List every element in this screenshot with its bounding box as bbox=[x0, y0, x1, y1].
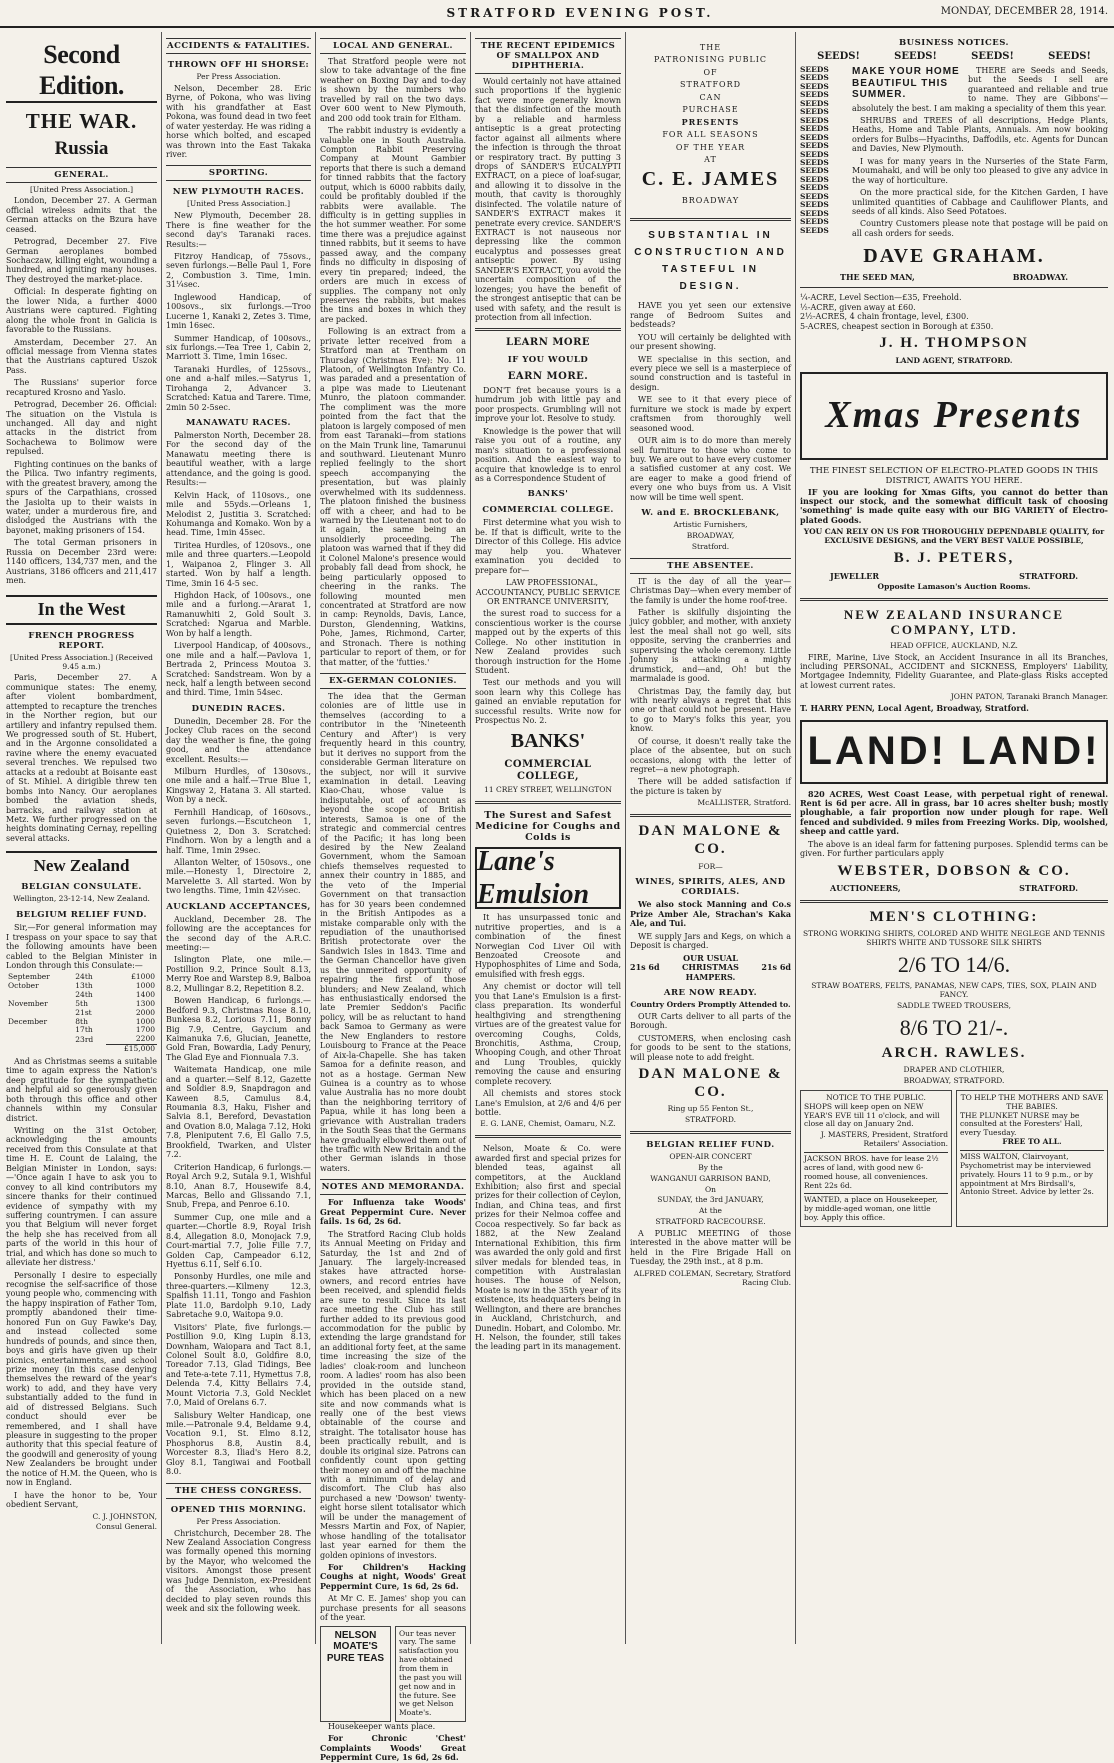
dan-malone-name-2: DAN MALONE & CO. bbox=[638, 1065, 783, 1100]
advert-paragraph: The above is an ideal farm for fattening purposes. Splendid terms can be given. For further particulars apply bbox=[800, 839, 1108, 859]
day-cell: 23rd bbox=[75, 1034, 94, 1044]
month-cell: December bbox=[8, 1016, 48, 1026]
signature-name: C. J. JOHNSTON, bbox=[92, 1511, 157, 1521]
amount-cell: 2000 bbox=[135, 1007, 155, 1017]
second-edition-heading: Second Edition. bbox=[6, 40, 157, 103]
table-row bbox=[6, 1026, 157, 1035]
commercial-college-heading: COMMERCIAL COLLEGE. bbox=[482, 505, 614, 516]
bottom-notices bbox=[800, 1090, 1108, 1227]
dan-ring: Ring up 55 Fenton St., bbox=[667, 1104, 754, 1114]
article-paragraph: Housekeeper wants place. bbox=[328, 1722, 436, 1732]
article-paragraph: London, December 27. A German official wireless admits that the German attacks on the Bzura have ceased. bbox=[6, 196, 157, 234]
make-home-headline: MAKE YOUR HOME BEAUTIFUL THIS SUMMER. bbox=[852, 65, 960, 101]
day-cell: 5th bbox=[75, 998, 88, 1008]
issue-date: MONDAY, DECEMBER 28, 1914. bbox=[940, 6, 1108, 17]
seeds-word: SEEDS bbox=[800, 217, 829, 227]
concert-line: By the bbox=[698, 1162, 723, 1172]
brocklebank-trade: Artistic Furnishers, bbox=[673, 520, 748, 530]
brocklebank-where: BROADWAY, bbox=[686, 531, 735, 541]
thrown-subheading: THROWN OFF HI SHORSE: bbox=[167, 60, 310, 71]
mens-shirts: STRONG WORKING SHIRTS, COLORED AND WHITE NEGLEGE AND TENNIS SHIRTS WHITE AND TUSSORE SILK SHIRTS bbox=[802, 929, 1106, 948]
article-paragraph: New Plymouth, December 28. There is fine weather for the second day's Taranaki races. Results:— bbox=[166, 211, 311, 249]
advert-paragraph: THERE are Seeds and Seeds, but the Seeds I sell are guaranteed and reliable and true to name. They are Gibbons'—absolutely the best. I am making a speciality of them this year. bbox=[852, 65, 1108, 113]
xmas-presents-banner: Xmas Presents bbox=[800, 372, 1108, 460]
article-paragraph: Personally I desire to especially recognise the self-sacrifice of those young people who, commencing with the happy inspiration of Father Tom, promptly abandoned their time-honored Fun on Guy Fawke's Day, and instead collected some hundreds of pounds, and since then, boys and girls have given up their picnics, entertainments, and school prize money (in this case denying themselves the reward of the year's work) to add, and they have very substantially added to the fund in aid of distressed Belgians. Such conduct should ever be remembered, and I shall have pleasure in suggesting to the proper authority that this special feature of the goodwill and generosity of young New Zealanders be brought under the notice of H.M. the Queen, who is now in England. bbox=[6, 1270, 157, 1488]
article-paragraph: The idea that the German colonies are of little use in themselves (according to a contributor in the 'Nineteenth Century and After') is very frequently heard in this country, but it derives no support from the considerable German literature on the subject, nor will it survive examination in detail. Leaving Kiao-Chau, whose value is indisputable, out of account as beyond the scope of British interests, Samoa is one of the strategic and commercial centres of the Pacific; it has long been desired by the New Zealand Government, whom the Samoan chiefs themselves requested to annex their country in 1885, and the veto of the Imperial Government on that transaction has for 30 years been condemned in the British Antipodes as a mistake comparable only with the repudiation of the unauthorised British protectorate over the Sandwich Isles in 1843. Time and the German Chancellor have given us the unmerited opportunity of repairing the first of those blunders; and New Zealand, which has enthusiastically endorsed the late Premier Seddon's Pacific policy, will be as reluctant to hand back Samoa to Germany as were the New Englanders to restore Louisbourg to France at the Peace of Aix-la-Chapelle. She has taken Samoa for a definite reason, and not as a hostage. German New Guinea is a country as to whose value Australia has no more doubt than the neighboring territory of Papua, while it has long been a grievance with Australian traders in the South Seas that the Germans have gradually elbowed them out of the traffic with New Britain and the other German islands in those waters. bbox=[320, 692, 466, 1173]
masthead bbox=[0, 0, 1114, 28]
advert-paragraph: OUR Carts deliver to all parts of the Borough. bbox=[630, 1011, 791, 1031]
college-address: 11 CREY STREET, WELLINGTON bbox=[484, 784, 612, 794]
concert-line: SUNDAY, the 3rd JANUARY, bbox=[657, 1195, 764, 1205]
rawles-where: BROADWAY, STRATFORD. bbox=[903, 1076, 1005, 1086]
total-cell: £15,000 bbox=[106, 1045, 157, 1054]
article-paragraph: Nelson, Moate & Co. were awarded first and special prizes for blended teas, against all competitors, at the Auckland Exhibition; also first and special prizes for their collection of Ceylon, Indian, and China teas, and first prizes for their Nelmoa coffee and Cocoa respectively. So far back as 1882, at the New Zealand International Exhibition, this firm was awarded the only gold and first silver medals for blended teas, in competition with Australasian houses. The house of Nelson, Moate is now in the 35th year of its existence, its headquarters being in Wellington, and there are branches in Auckland, Christchurch, and Dunedin. Hobart, and Colombo. Mr. H. Nelson, the founder, still takes the leading part in its management. bbox=[475, 1144, 621, 1352]
dan-for: FOR— bbox=[698, 861, 723, 871]
advert-paragraph: Country Customers please note that postage will be paid on all cash orders for seeds. bbox=[852, 219, 1108, 238]
concert-line: WANGANUI GARRISON BAND, bbox=[650, 1173, 771, 1183]
webster-name: WEBSTER, DOBSON & CO. bbox=[837, 862, 1071, 879]
article-paragraph: The total German prisoners in Russia on December 23rd were: 1140 officers, 134,737 men, and the Austrians, 3186 officers and 211,417 men. bbox=[6, 538, 157, 585]
general-subheading: GENERAL. bbox=[6, 167, 157, 183]
dateline: Wellington, 23-12-14, New Zealand. bbox=[13, 894, 150, 904]
article-paragraph: Inglewood Handicap, of 100sovs., six furlongs.—Troo Lucerne 1, Kanaki 2, Zetes 3. Time, 1min 16sec. bbox=[166, 292, 311, 331]
brocklebank-name: W. and E. BROCKLEBANK, bbox=[641, 508, 780, 519]
article-paragraph: Taranaki Hurdles, of 125sovs., one and a-half miles.—Satyrus 1, Tirohanga 2, Advancer 3. Scratched: Katua and Tarere. Time, 2min 50 2-5sec. bbox=[166, 364, 311, 412]
concert-line: OPEN-AIR CONCERT bbox=[669, 1152, 752, 1162]
day-cell: 8th bbox=[75, 1016, 88, 1026]
seeds-header: SEEDS! bbox=[1048, 51, 1091, 63]
article-paragraph: Fitzroy Handicap, of 75sovs., seven furlongs.—Belle Paul 1, Fore 2, Combustion 3. Time, 1min. 31¼sec. bbox=[166, 252, 311, 290]
james-where: BROADWAY bbox=[681, 195, 740, 205]
banks-small-heading: BANKS' bbox=[527, 489, 569, 500]
seeds-word: SEEDS bbox=[800, 149, 829, 159]
article-paragraph: Islington Plate, one mile.—Postillion 9.2, Prince Soult 8.13, Merry Roe and Warstep 8.9, Balboa 8.2, Mullingar 8.2, Repetition 8.2. bbox=[166, 955, 311, 993]
seeds-word: SEEDS bbox=[800, 124, 829, 134]
country-orders: Country Orders Promptly Attended to. bbox=[630, 999, 791, 1009]
advert-paragraph: YOU will certainly be delighted with our present showing. bbox=[630, 332, 791, 352]
hampers-row bbox=[630, 954, 791, 982]
hamper-price: 21s 6d bbox=[630, 962, 660, 973]
article-paragraph: Ponsonby Hurdles, one mile and three-quarters.—Kilmeny 12.3, Spalfish 11.11, Tongo and Fashion Plate 11.0, Bardolph 9.10, Lady Sabretache 9.0, Waitopa 9.0. bbox=[166, 1272, 311, 1320]
ready-label: ARE NOW READY. bbox=[663, 987, 758, 998]
james-line: PURCHASE bbox=[682, 105, 739, 115]
notice-heading: NOTICE TO THE PUBLIC. bbox=[826, 1092, 926, 1102]
auckland-subheading: AUCKLAND ACCEPTANCES, bbox=[166, 901, 311, 912]
signature-title: Consul General. bbox=[95, 1522, 157, 1532]
advert-paragraph: WE supply Jars and Kegs, on which a Deposit is charged. bbox=[630, 931, 791, 951]
np-races-subheading: NEW PLYMOUTH RACES. bbox=[172, 187, 305, 198]
james-line: FOR ALL SEASONS bbox=[662, 130, 759, 140]
land-banner: LAND! LAND! bbox=[800, 720, 1108, 784]
james-name: C. E. JAMES bbox=[641, 168, 780, 191]
advert-paragraph: 820 ACRES, West Coast Lease, with perpetual right of renewal. Rent is 6d per acre. All in grass, bar 10 acres shelter bush; mostly ploughable, a fair proportion now under plough for rape. Well fenced and subdivided. 9 miles from Freezing Works. Dip, woolshed, sheep and cattle yard. bbox=[800, 788, 1108, 837]
concert-line: STRATFORD RACECOURSE. bbox=[655, 1217, 766, 1227]
advert-paragraph: Test our methods and you will soon learn why this College has gained an enviable reputation for successful results. Write now for Prospectus No. 2. bbox=[475, 678, 621, 726]
article-paragraph: And as Christmas seems a suitable time to again express the Nation's deep gratitude for the sympathetic and helpful aid so generously given both through this office and other channels within my Consular district. bbox=[6, 1056, 157, 1123]
column-4 bbox=[471, 32, 626, 1644]
article-paragraph: Fernhill Handicap, of 160sovs., seven furlongs.—Escutcheon 1, Quietness 2, Don 3. Scratched: Findhorn. Won by a length and a half. Time, 1min 29sec. bbox=[166, 807, 311, 855]
meeting-signature: ALFRED COLEMAN, Secretary, Stratford Racing Club. bbox=[633, 1268, 791, 1287]
james-line: OF bbox=[703, 67, 718, 77]
article-paragraph: Writing on the 31st October, acknowledging the amounts received from this Consulate at that time H. E. Count de Lalaing, the Belgian Minister in London, says:—'Once again I have to ask you to convey to all kind contributors my sincere thanks for their continued evidence of sympathy with my suffering countrymen. I can assure you that Belgium will never forget the help she has received from all parts of the world in this hour of trial, and which has done so much to alleviate her distress.' bbox=[6, 1126, 157, 1268]
article-paragraph: Summer Cup, one mile and a quarter.—Chortle 8.9, Royal Irish 8.4, Allegation 8.0, Monojack 7.9, Court-martial 7.7, Jolie Fille 7.7, Golden Cap, Campeador 6.12, Hyettus 6.11, Self 6.10. bbox=[166, 1212, 311, 1270]
advert-paragraph: CUSTOMERS, when enclosing cash for goods to be sent to the stations, will please note to add freight. bbox=[630, 1033, 791, 1062]
seeds-word: SEEDS bbox=[800, 107, 829, 117]
seeds-word: SEEDS bbox=[800, 208, 829, 218]
amount-cell: 1000 bbox=[135, 1016, 155, 1026]
nelson-ad-text: Our teas never vary. The same satisfaction you have obtained from them in the past you will get now and in the future. See we get Nelson Moate's. bbox=[395, 1626, 466, 1722]
advert-paragraph: First determine what you wish to be. If that is difficult, write to the Director of this College. His advice may help you. Whatever examination you decided to prepare for— bbox=[475, 518, 621, 575]
advert-paragraph: I was for many years in the Nurseries of the State Farm, Moumahaki, and will be only too pleased to give any advice in the way of horticulture. bbox=[852, 156, 1108, 185]
learn-heading: LEARN MORE bbox=[505, 337, 591, 349]
article-paragraph: Liverpool Handicap, of 400sovs., one mile and a half.—Pavlova 1, Bertrada 2, Princess Moutoa 3. Scratched: Sandstream. Won by a neck, half a length between second and third. Time, 1min 54sec. bbox=[166, 641, 311, 698]
article-paragraph: Summer Handicap, of 100sovs., six furlongs.—Tea Tree 1, Cabin 2, Marriott 3. Time, 1min 16sec. bbox=[166, 333, 311, 362]
month-cell: September bbox=[8, 972, 50, 982]
advert-paragraph: It has unsurpassed tonic and nutritive properties, and is a combination of the finest Norwegian Cod Liver Oil with Benzoated Creosote and Hypophosphites of Lime and Soda, emulsified with fresh eggs. bbox=[475, 913, 621, 979]
article-paragraph: That Stratford people were not slow to take advantage of the fine weather on Boxing Day and to-day is shown by the numbers who travelled by rail on the two days. Over 600 went to New Plymouth, and 200 odd took train for Eltham. bbox=[320, 57, 466, 123]
article-paragraph: Allanton Welter, of 150sovs., one mile.—Honesty 1, Directoire 2, Marvelette 3. All started. Won by two lengths. Time, 1min 42½sec. bbox=[166, 857, 311, 896]
article-paragraph: The rabbit industry is evidently a valuable one in South Australia. Compton Rabbit Preserving Company at Mount Gambier reports that there is such a demand for tinned rabbits that the factory output, which is 6000 rabbits daily, could be profitably doubled if the rabbits were available. The difficulty is in getting supplies in the hot summer weather. For some time there was a prejudice against tinned rabbits, but it seems to have passed away, and the company finds no difficulty in disposing of every tin prepared; indeed, the orders are much in excess of supplies. The company not only preserves the rabbits, but makes the tins and boxes in which they are packed. bbox=[320, 126, 466, 324]
article-paragraph: At Mr C. E. James' shop you can purchase presents for all seasons of the year. bbox=[320, 1594, 466, 1623]
notice-signature: J. MASTERS, President, Stratford Retailers' Association. bbox=[820, 1130, 948, 1149]
webster-sub bbox=[800, 884, 1108, 893]
advert-paragraph: Knowledge is the power that will raise you out of a routine, any man's situation to a professional position. And the easiest way to acquire that knowledge is to enrol as a Correspondence Student of bbox=[475, 426, 621, 483]
seeds-header: SEEDS! bbox=[971, 51, 1014, 63]
article-paragraph: Bowen Handicap, 6 furlongs.—Bedford 9.3, Christmas Rose 8.10, Bunkesa 8.2, Lorious 7.11, Bonny Big 7.9, Centre, Gaycium and Kaimanuka 7.6, Glucian, Jeanette, Gold Fran, Bowardia, Lady Penury, The Glad Eye and Fionnuala 7.3. bbox=[166, 996, 311, 1062]
seeds-word: SEEDS bbox=[800, 81, 829, 91]
notice-text: SHOPS will keep open on NEW YEAR'S EVE till 11 o'clock, and will close all day on January 2nd. bbox=[804, 1101, 940, 1129]
wanted-ad: WANTED, a place on Housekeeper, by middle-aged woman, one little boy. Apply this office. bbox=[804, 1193, 948, 1223]
day-cell: 13th bbox=[75, 981, 93, 991]
seeds-word: SEEDS bbox=[800, 183, 829, 193]
advert-paragraph: DON'T fret because yours is a humdrum job with little pay and poor prospects. Grumbling will not improve your lot. Resolve to study. bbox=[475, 386, 621, 424]
amount-cell: 1000 bbox=[135, 981, 155, 991]
james-line: OF THE YEAR bbox=[675, 142, 746, 152]
seeds-word: SEEDS bbox=[800, 191, 829, 201]
russia-heading: Russia bbox=[54, 138, 109, 160]
notes-heading: NOTES AND MEMORANDA. bbox=[320, 1179, 466, 1195]
rawles-name: ARCH. RAWLES. bbox=[881, 1044, 1027, 1061]
seeds-word: SEEDS bbox=[800, 73, 829, 83]
article-paragraph: Nelson, December 28. Eric Byrne, of Pokona, who was living with his grandfather at East Pokona, was found dead in two feet of water yesterday. He was riding a horse which bolted, and escaped was thrown into the East Takaka river. bbox=[166, 83, 311, 159]
west-heading: In the West bbox=[6, 595, 157, 624]
webster-town: STRATFORD. bbox=[1019, 883, 1078, 894]
article-paragraph: Sir,—For general information may I trespass on your space to say that the following amounts have been cabled to the Belgian Minister in London through this Consulate:— bbox=[6, 923, 157, 970]
article-paragraph: Official: In desperate fighting on the lower Nida, a further 4000 Austrians were captured. Fighting along the whole front in Galicia is favorable to the Russians. bbox=[6, 287, 157, 335]
advert-paragraph: WE specialise in this section, and every piece we sell is a masterpiece of sound construction and is tasteful in design. bbox=[630, 354, 791, 392]
section-line: ¼-ACRE, Level Section—£35, Freehold. bbox=[800, 293, 962, 303]
hamper-text: OUR USUAL CHRISTMAS HAMPERS. bbox=[682, 952, 739, 982]
james-line: PATRONISING PUBLIC bbox=[653, 55, 768, 65]
amount-cell: 1400 bbox=[135, 990, 155, 1000]
article-paragraph: Criterion Handicap, 6 furlongs.—Royal Arch 9.2, Sutala 9.1, Wishful 8.10, Anan 8.7, Housewife 8.4, Marcas, Bello and Glissando 7.1, Snub, Frepa, and Penroe 6.10. bbox=[166, 1162, 311, 1210]
advert-paragraph: the surest road to success for a conscientious worker is the course mapped out by the experts of this College. No other institution in New Zealand provides such thorough instruction for the Home Student. bbox=[475, 609, 621, 675]
advert-paragraph: LAW PROFESSIONAL, ACCOUNTANCY, PUBLIC SERVICE OR ENTRANCE UNIVERSITY, bbox=[475, 578, 621, 606]
concert-line: At the bbox=[699, 1206, 722, 1216]
webster-sub-label: AUCTIONEERS, bbox=[830, 883, 901, 894]
college-big-heading: COMMERCIAL COLLEGE, bbox=[504, 759, 592, 783]
amount-cell: £1000 bbox=[131, 972, 155, 982]
nzi-name: NEW ZEALAND INSURANCE COMPANY, LTD. bbox=[843, 607, 1065, 638]
peters-town: STRATFORD. bbox=[1019, 570, 1078, 581]
dunedin-subheading: DUNEDIN RACES. bbox=[191, 703, 286, 714]
article-paragraph: Palmerston North, December 28. For the second day of the Manawatu meeting there is beautiful weather, with a large attendance, and the going is good. Results:— bbox=[166, 431, 311, 488]
article-paragraph: Following is an extract from a private letter received from a Stratford man at Trentham on Thursday (Christmas Eve): No. 11 Platoon, of Wellington Infantry Co. was paraded and a presentation of a pipe was made to Lieutenant Munro, the platoon commander. The compliment was the more pointed from the fact that the platoon is largely composed of men from east Taranaki—from stations on the Main Trunk line, Tamarunui and southward. Lieutenant Munro replied feelingly to the short speech accompanying the presentation, but was plainly overwhelmed with its suddenness. The platoon finished the business off with a cheer, and had to be warned by the Lieutenant not to do it again, the same being an unsoldierly proceeding. The platoon was warned that if they did it Colonel Malone's presence would probably fall dead from shock, he being particularly opposed to cheering in the ranks. The following mounted men concentrated at Stratford are now in camp: Reynolds, Davis, Lance, Durston, Glendenning, Watkins, Pohe, James, Richmond, Carter, and Stronach. There is nothing particular to report of them, or for that matter, of the 'futties.' bbox=[320, 327, 466, 667]
day-cell: 24th bbox=[75, 972, 93, 982]
colonies-heading: EX-GERMAN COLONIES. bbox=[320, 673, 466, 689]
dan-wines: WINES, SPIRITS, ALES, AND CORDIALS. bbox=[635, 877, 786, 898]
advert-paragraph: On the more practical side, for the Kitchen Garden, I have unlimited quantities of Cabbage and Cauliflower Plants, and seeds of all kinds. Also Seed Potatoes. bbox=[852, 188, 1108, 216]
nzi-signature: JOHN PATON, Taranaki Branch Manager. bbox=[950, 692, 1108, 702]
seeds-word: SEEDS bbox=[800, 174, 829, 184]
nzi-office: HEAD OFFICE, AUCKLAND, N.Z. bbox=[890, 640, 1018, 650]
peters-headline: THE FINEST SELECTION OF ELECTRO-PLATED GOODS IN THIS DISTRICT, AWAITS YOU HERE. bbox=[809, 465, 1099, 486]
james-line: THE bbox=[699, 43, 722, 52]
dan-malone-name: DAN MALONE & CO. bbox=[638, 823, 783, 857]
nz-heading: New Zealand bbox=[6, 851, 157, 876]
dave-graham-sub bbox=[800, 273, 1108, 282]
mens-price-1: 2/6 TO 14/6. bbox=[897, 952, 1011, 978]
column-2 bbox=[162, 32, 316, 1644]
peters-sub bbox=[800, 572, 1108, 581]
advert-paragraph: IF you are looking for Xmas Gifts, you cannot do better than inspect our stock, and the somewhat difficult task of choosing 'something' is made quite easy with our BIG VARIETY of Electro-plated Goods. bbox=[800, 486, 1108, 525]
peters-name: B. J. PETERS, bbox=[893, 550, 1015, 567]
seeds-word: SEEDS bbox=[800, 98, 829, 108]
concert-line: On bbox=[705, 1184, 716, 1194]
walton-ad: MISS WALTON, Clairvoyant, Psychometrist may be interviewed privately. Hours 11 to 9 p.m., or by appointment at Mrs Birdsall's, Antonio Street. Advice by letter 2s. bbox=[960, 1150, 1104, 1197]
lanes-headline: The Surest and Safest Medicine for Coughs and Colds is bbox=[475, 809, 621, 844]
consulate-subheading: BELGIAN CONSULATE. bbox=[21, 882, 142, 893]
article-paragraph: The Russians' superior force recaptured Krosno and Yaslo. bbox=[6, 378, 157, 397]
manawatu-subheading: MANAWATU RACES. bbox=[186, 418, 291, 428]
article-paragraph: The Stratford Racing Club holds its Annual Meeting on Friday and Saturday, the 1st and 2nd of January. The largely-increased stakes have attracted horse-owners, and record entries have been received, and splendid fields are sure to result. Since its last race meeting the Club has still further added to its previous good accommodation for the public by extending the large grandstand for an additional forty feet, at the same time increasing the size of the ladies' cloak-room and luncheon room. A ladies' room has also been provided in the outside stand, which has been placed on a new site and now commands what is really one of the best views obtainable of the course and straight. The totalisator house has been practically rebuilt, and is double its original size. Patrons can confidently count upon getting their money on and off the machine with a minimum of delay and discomfort. The Club has also purchased a new 'Dowson' twenty-eight horse silent totalisator which will be under the management of Messrs Martin and Fox, of Napier, whose handling of the totalisator last year earned for them the golden opinions of investors. bbox=[320, 1229, 466, 1560]
substantial-headline: SUBSTANTIAL IN CONSTRUCTION AND TASTEFUL IN DESIGN. bbox=[634, 230, 787, 293]
advert-paragraph: Would certainly not have attained such proportions if the hygienic fact were more generally known that the disinfection of the mouth by a reliable and harmless antiseptic is a great protecting factor against all ailments where the infection is through the throat or respiratory tract. By putting 3 drops of SANDER'S EUCALYPTI EXTRACT, on a piece of loaf-sugar, and allowing it to dissolve in the mouth, that cavity is thoroughly disinfected. The volatile nature of SANDER'S EXTRACT makes it penetrate every crevice. SANDER'S EXTRACT is not nauseous nor depressing like the common eucalyptus and possesses great antiseptic power. By using SANDER'S EXTRACT, you avoid the uncertain composition of the lozenges; you have the benefit of the strongest antiseptic that can be used with safety, and the result is protection from all infection. bbox=[475, 77, 621, 322]
advert-paragraph: A PUBLIC MEETING of those interested in the above matter will be held in the Fire Brigade Hall on Tuesday, the 29th inst., at 8 p.m. bbox=[630, 1228, 791, 1267]
day-cell: 21st bbox=[75, 1007, 92, 1017]
article-paragraph: Kelvin Hack, of 110sovs., one mile and 55yds.—Orleans 1, Melodist 2, Justitia 3. Scratched: Kohumanga and Komako. Won by a head. Time, 1min 45sec. bbox=[166, 490, 311, 538]
epidemics-heading: THE RECENT EPIDEMICS OF SMALLPOX AND DIPHTHERIA. bbox=[475, 38, 621, 74]
mens-price-2: 8/6 TO 21/-. bbox=[899, 1014, 1009, 1040]
james-ad bbox=[630, 36, 791, 212]
article-paragraph: Milburn Hurdles, of 130sovs., one mile and a half.—True Blue 1, Kingsway 2, Hatana 3. All started. Won by a neck. bbox=[166, 767, 311, 805]
seeds-word: SEEDS bbox=[800, 64, 829, 74]
seeds-header: SEEDS! bbox=[894, 51, 937, 63]
article-paragraph: Paris, December 27. A communique states: The enemy, after violent bombardment, attempted to recapture the trenches in the Norther region, but our artillery and infantry repulsed them. We progressed south of St. Hubert, and in the Argonne consolidated a ravine where the enemy evacuated several trenches. We repulsed two attacks at a redoubt at Boisante east of St. Mihiel. A dirigible threw ten bombs into Nancy. Our aeroplanes bombed the aviation sheds, barracks, and railway station at Metz. We further progressed on the heights dominating Cernay, repelling several attacks. bbox=[6, 673, 157, 843]
seeds-ad bbox=[800, 66, 1108, 241]
dave-where-label: BROADWAY. bbox=[1012, 271, 1068, 282]
column-1 bbox=[2, 32, 162, 1644]
nelson-moate-ad bbox=[320, 1626, 466, 1722]
article-paragraph: Waitemata Handicap, one mile and a quarter.—Self 8.12, Gazette and Soldier 8.9, Snapdragon and Kaween 8.5, Camulus 8.4, Roumania 8.3, Haku, Fisher and Salvia 8.1, Bereford, Devastation and Ovation 8.0, Malaga 7.12, Hoki 7.8, Pleniputent 7.6, El Gallo 7.5, Brookfield, Twarken, and Ulster 7.2. bbox=[166, 1065, 311, 1160]
section-line: 5-ACRES, cheapest section in Borough at £350. bbox=[800, 321, 994, 331]
james-line: AT bbox=[704, 154, 717, 164]
total-row bbox=[6, 1045, 157, 1054]
seeds-body bbox=[852, 66, 1108, 241]
relief-subheading: BELGIUM RELIEF FUND. bbox=[16, 910, 147, 921]
byline: Per Press Association. bbox=[196, 72, 281, 82]
newspaper-title: STRATFORD EVENING POST. bbox=[446, 6, 714, 20]
article-paragraph: Visitors' Plate, five furlongs.—Postillion 9.0, King Lupin 8.13, Downham, Waiopara and Tact 8.1, Colonel Soult 8.0, Goldfire 8.0, Toreador 7.13, Glad Tidings, Bee and Tete-a-tete 7.11, Hymettus 7.8, Delenda 7.4, Kitty Bellairs 7.4, Mount Victoria 7.3, Gold Necklet 7.0, Maid of Orelans 6.7. bbox=[166, 1322, 311, 1408]
seeds-header-row bbox=[800, 51, 1108, 63]
article-paragraph: Dunedin, December 28. For the Jockey Club races on the second day the weather is fine, the going good, and the attendance excellent. Results:— bbox=[166, 716, 311, 764]
day-cell: 24th bbox=[75, 990, 93, 1000]
local-general-heading: LOCAL AND GENERAL. bbox=[320, 38, 466, 54]
mothers-heading: TO HELP THE MOTHERS AND SAVE THE BABIES. bbox=[960, 1092, 1104, 1111]
nelson-ad-brand: NELSON MOATE'S PURE TEAS bbox=[320, 1626, 391, 1722]
article-paragraph: Tiritea Hurdles, of 120sovs., one mile and three quarters.—Leopold 1, Waipanoa 2, Flinger 3. All started. Won by half a length. Time, 3min 16 4-5 sec. bbox=[166, 540, 311, 588]
sporting-heading: SPORTING. bbox=[166, 165, 311, 181]
advert-paragraph: WE see to it that every piece of furniture we stock is made by expert craftsmen from thoroughly well seasoned wood. bbox=[630, 395, 791, 433]
learn-heading-2: IF YOU WOULD bbox=[507, 355, 589, 366]
seeds-header: SEEDS! bbox=[817, 51, 860, 63]
article-paragraph: Christchurch, December 28. The New Zealand Association Congress was formally opened this morning by the Mayor, who welcomed the visitors. Amongst those present was Judge Denniston, ex-President of the Association, who has decided to play seven rounds this week and six the following week. bbox=[166, 1528, 311, 1614]
mens-straw: STRAW BOATERS, FELTS, PANAMAS, NEW CAPS, TIES, SOX, PLAIN AND FANCY. bbox=[811, 981, 1097, 999]
article-paragraph: Petrograd, December 26. Official: The situation on the Vistula is unchanged. All day and night attacks in the district from Sochachewa to Bolimow were repulsed. bbox=[6, 400, 157, 457]
seeds-word: SEEDS bbox=[800, 90, 829, 100]
amount-cell: 1700 bbox=[135, 1025, 155, 1035]
seeds-word: SEEDS bbox=[800, 132, 829, 142]
section-line: ½-ACRE, given away at £60. bbox=[800, 302, 916, 312]
advert-paragraph: FIRE, Marine, Live Stock, an Accident Insurance in all its Branches, including PERSONAL, ACCIDENT and SICKNESS, Employers' Liability, Mortgagee Indemnity, Fidelity Guarantee, and Plate-glass Risks accepted at lowest current rates. bbox=[800, 652, 1108, 690]
james-line: PRESENTS bbox=[681, 116, 740, 127]
column-3 bbox=[316, 32, 471, 1763]
byline: Per Press Association. bbox=[196, 1516, 281, 1526]
mothers-text: THE PLUNKET NURSE may be consulted at the Foresters' Hall, every Tuesday. bbox=[960, 1110, 1083, 1138]
advert-paragraph: There will be added satisfaction if the picture is taken by bbox=[630, 777, 791, 796]
lanes-maker: E. G. LANE, Chemist, Oamaru, N.Z. bbox=[480, 1119, 616, 1129]
advert-paragraph: Of course, it doesn't really take the place of the absentee, but on such occasions, along with the letter of regret—a new photograph. bbox=[630, 736, 791, 775]
byline: [United Press Association.] bbox=[186, 199, 291, 209]
dan-town: STRATFORD. bbox=[685, 1115, 736, 1125]
amount-cell: 1300 bbox=[135, 998, 155, 1008]
chess-heading: THE CHESS CONGRESS. bbox=[166, 1483, 311, 1499]
advert-paragraph: HAVE you yet seen our extensive range of Bedroom Suites and bedsteads? bbox=[630, 301, 791, 330]
thompson-name: J. H. THOMPSON bbox=[879, 335, 1029, 352]
month-cell: November bbox=[8, 998, 48, 1008]
seeds-word: SEEDS bbox=[800, 157, 829, 167]
article-paragraph: For Children's Hacking Coughs at night, Woods' Great Peppermint Cure, 1s 6d, 2s 6d. bbox=[320, 1561, 466, 1591]
article-paragraph: Fighting continues on the banks of the Pilica. Two infantry regiments, with the greatest bravery, among the spurs of the Carpathians, crossed the Jasiolta up to their waists in water, under a murderous fire, and dislodged the Austrians with the bayonet, making prisoners of 154. bbox=[6, 459, 157, 535]
peters-jeweller: JEWELLER bbox=[830, 570, 879, 581]
thompson-sub: LAND AGENT, STRATFORD. bbox=[895, 355, 1013, 365]
month-cell bbox=[6, 1035, 73, 1044]
accidents-heading: ACCIDENTS & FATALITIES. bbox=[166, 38, 311, 54]
seeds-word: SEEDS bbox=[800, 115, 829, 125]
relief-amounts-table bbox=[6, 973, 157, 1054]
belgian-relief-heading: BELGIAN RELIEF FUND. bbox=[646, 1140, 775, 1151]
article-paragraph: Amsterdam, December 27. An official message from Vienna states that the Austrians captured Uszok Pass. bbox=[6, 337, 157, 375]
war-heading: THE WAR. bbox=[25, 109, 138, 134]
advert-paragraph: IT is the day of all the year—Christmas Day—when every member of the family is under the home roof-tree. bbox=[630, 576, 791, 605]
byline: [United Press Association.] (Received 9.45 a.m.) bbox=[10, 652, 153, 671]
business-notices-heading: BUSINESS NOTICES. bbox=[898, 38, 1010, 48]
rawles-sub: DRAPER AND CLOTHIER, bbox=[903, 1065, 1005, 1075]
article-paragraph: Highdon Hack, of 100sovs., one mile and a furlong.—Ararat 1, Ramanuwhiti 2, Gold Soult 3. Scratched: Ngarua and Marble. Won by half a length. bbox=[166, 591, 311, 638]
seeds-word: SEEDS bbox=[800, 166, 829, 176]
advert-paragraph: Father is skilfully disjointing the juicy gobbler, and mother, with anxiety lest the meal shall not go well, sits opposite, serving the cranberries and supervising the whole ceremony. Little Johnny is attacking a mighty drumstick, and—and, Oh! but the marmalade is good. bbox=[630, 608, 791, 684]
column-6 bbox=[796, 32, 1112, 1644]
hamper-price: 21s 6d bbox=[761, 962, 791, 973]
amount-cell: 2200 bbox=[135, 1034, 155, 1044]
french-subheading: FRENCH PROGRESS REPORT. bbox=[28, 630, 135, 651]
mens-saddle: SADDLE TWEED TROUSERS, bbox=[896, 1000, 1012, 1010]
seeds-column bbox=[800, 66, 846, 241]
absentee-heading: THE ABSENTEE. bbox=[630, 558, 791, 574]
column-5 bbox=[626, 32, 796, 1644]
seeds-word: SEEDS bbox=[800, 200, 829, 210]
advert-paragraph: We also stock Manning and Co.s Prize Amber Ale, Strachan's Kaka Ale, and Tui. bbox=[630, 899, 791, 929]
brocklebank-town: Stratford. bbox=[691, 541, 730, 551]
article-paragraph: I have the honor to be, Your obedient Servant, bbox=[6, 1490, 157, 1510]
mothers-notice bbox=[956, 1090, 1108, 1227]
mothers-fee: FREE TO ALL. bbox=[1002, 1137, 1062, 1147]
peters-rely: YOU CAN RELY ON US FOR THOROUGHLY DEPENDABLE QUALITY, for EXCLUSIVE DESIGNS, and the VERY BEST VALUE POSSIBLE, bbox=[803, 527, 1105, 546]
article-paragraph: Petrograd, December 27. Five German aeroplanes bombed Sochaczaw, killing eight, wounding a hundred, and igniting many houses. They destroyed the market-place. bbox=[6, 237, 157, 284]
banks-big-heading: BANKS' bbox=[510, 729, 586, 752]
advert-paragraph: Any chemist or doctor will tell you that Lane's Emulsion is a first-class preparation. Its wonderful healthgiving and strengthening virtues are of the greatest value for overcoming Coughs, Colds, Bronchitis, Asthma, Croup, Whooping Cough, and other Throat and Lung Troubles, quickly removing the cause and ensuring complete recovery. bbox=[475, 982, 621, 1086]
advert-paragraph: OUR aim is to do more than merely sell furniture to those who come to buy. We are out to have every customer a satisfied customer at any cost. We are eager to make a good friend of every one who buys from us. A Visit now will be time well spent. bbox=[630, 436, 791, 502]
byline: [United Press Association.] bbox=[29, 184, 134, 194]
advert-paragraph: Christmas Day, the family day, but with nearly always a regret that this one or that could not be present. Have to go to Mary's folks this year, you know. bbox=[630, 686, 791, 734]
mens-clothing-heading: MEN'S CLOTHING: bbox=[869, 908, 1039, 925]
james-line: CAN bbox=[699, 92, 722, 102]
advert-paragraph: All chemists and stores stock Lane's Emulsion, at 2/6 and 4/6 per bottle. bbox=[475, 1089, 621, 1118]
notice-public bbox=[800, 1090, 952, 1227]
jackson-ad: JACKSON BROS. have for lease 2½ acres of land, with good new 6-roomed house, all conveniences. Rent 22s 6d. bbox=[804, 1152, 948, 1190]
penn-agent: T. HARRY PENN, Local Agent, Broadway, Stratford. bbox=[800, 703, 1029, 714]
peters-opposite: Opposite Lamason's Auction Rooms. bbox=[877, 582, 1031, 592]
chess-subheading: OPENED THIS MORNING. bbox=[170, 1504, 307, 1515]
dave-graham-name: DAVE GRAHAM. bbox=[863, 245, 1045, 268]
article-paragraph: Auckland, December 28. The following are the acceptances for the second day of the A.R.C. meeting:— bbox=[166, 914, 311, 953]
section-line: 2½-ACRES, 4 chain frontage, level, £300. bbox=[800, 312, 969, 322]
article-paragraph: For Chronic 'Chest' Complaints Woods' Great Peppermint Cure, 1s 6d, 2s 6d. bbox=[320, 1733, 466, 1763]
month-cell bbox=[6, 1026, 73, 1035]
day-cell: 17th bbox=[75, 1025, 93, 1035]
seeds-word: SEEDS bbox=[800, 225, 829, 235]
mcallister-name: McALLISTER, Stratford. bbox=[697, 798, 791, 808]
advert-paragraph: SHRUBS and TREES of all descriptions, Hedge Plants, Heaths, Home and Table Plants, Annuals. Am now booking orders for Bulbs—Hyacinths, Daffodils, etc. Agents for Duncan and Davies, New Plymouth. bbox=[852, 116, 1108, 154]
james-line: STRATFORD bbox=[679, 80, 742, 90]
article-paragraph: Salisbury Welter Handicap, one mile.—Patronale 9.4, Beldame 9.4, Vocation 9.1, St. Elmo 8.12, Phosphorus 8.8, Austin 8.4, Worcester 8.3, Iliad's Hero 8.2, Gloy 8.1, Tangiwai and Football 8.0. bbox=[166, 1410, 311, 1477]
month-cell: October bbox=[8, 981, 39, 991]
article-paragraph: For Influenza take Woods' Great Peppermint Cure. Never fails. 1s 6d, 2s 6d. bbox=[320, 1197, 466, 1227]
seeds-word: SEEDS bbox=[800, 141, 829, 151]
dave-sub-label: THE SEED MAN, bbox=[840, 271, 915, 282]
learn-heading-3: EARN MORE. bbox=[507, 371, 589, 383]
lanes-emulsion-logo: Lane's Emulsion bbox=[475, 847, 621, 909]
